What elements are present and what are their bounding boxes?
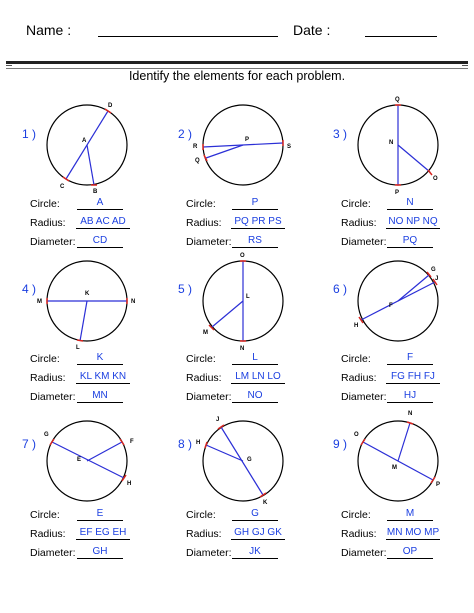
point-label: F xyxy=(389,303,393,309)
diameter-answer[interactable]: MN xyxy=(77,390,123,403)
point-label: P xyxy=(395,190,400,196)
circle-label: Circle: xyxy=(30,198,60,210)
point-label: O xyxy=(433,176,438,182)
radius-label: Radius: xyxy=(341,372,377,384)
header-divider xyxy=(6,61,468,64)
circle-diagram xyxy=(40,98,140,198)
circle-answer[interactable]: F xyxy=(387,352,433,365)
diameter-answer[interactable]: NO xyxy=(232,390,278,403)
circle-label: Circle: xyxy=(30,353,60,365)
name-field[interactable] xyxy=(98,36,278,37)
radius-label: Radius: xyxy=(341,528,377,540)
problem-number: 3 ) xyxy=(333,127,348,141)
point-label: E xyxy=(77,457,82,463)
point-label: F xyxy=(130,439,134,445)
diameter-answer[interactable]: OP xyxy=(387,546,433,559)
diameter-label: Diameter: xyxy=(186,236,232,248)
diameter-label: Diameter: xyxy=(30,391,76,403)
problem-number: 5 ) xyxy=(178,282,193,296)
date-label: Date : xyxy=(293,22,331,38)
diameter-label: Diameter: xyxy=(341,391,387,403)
left-tick xyxy=(6,65,12,66)
point-label: N xyxy=(408,411,413,417)
radius-answer[interactable]: MN MO MP xyxy=(386,527,440,538)
radius-answer[interactable]: GH GJ GK xyxy=(231,527,285,540)
date-field[interactable] xyxy=(365,36,437,37)
radius-label: Radius: xyxy=(186,372,222,384)
circle-diagram xyxy=(193,98,296,198)
radius-label: Radius: xyxy=(186,528,222,540)
diameter-label: Diameter: xyxy=(30,547,76,559)
point-label: Q xyxy=(395,97,400,103)
instructions: Identify the elements for each problem. xyxy=(128,69,346,83)
point-label: H xyxy=(354,323,359,329)
radius-answer[interactable]: LM LN LO xyxy=(231,371,285,384)
circle-answer[interactable]: K xyxy=(77,352,123,365)
circle-answer[interactable]: N xyxy=(387,197,433,210)
diameter-label: Diameter: xyxy=(30,236,76,248)
circle-diagram xyxy=(196,254,296,354)
circle-label: Circle: xyxy=(186,353,216,365)
radius-label: Radius: xyxy=(30,528,66,540)
point-label: M xyxy=(37,299,42,305)
point-label: M xyxy=(392,465,397,471)
radius-label: Radius: xyxy=(186,217,222,229)
circle-answer[interactable]: E xyxy=(77,508,123,521)
circle-diagram xyxy=(37,254,140,354)
diameter-answer[interactable]: HJ xyxy=(387,390,433,403)
circle-answer[interactable]: P xyxy=(232,197,278,210)
circle-label: Circle: xyxy=(341,509,371,521)
circle-label: Circle: xyxy=(30,509,60,521)
circle-label: Circle: xyxy=(186,198,216,210)
diameter-answer[interactable]: CD xyxy=(77,235,123,248)
diameter-answer[interactable]: PQ xyxy=(387,235,433,248)
radius-answer[interactable]: AB AC AD xyxy=(76,216,130,229)
circle-answer[interactable]: G xyxy=(232,508,278,521)
point-label: K xyxy=(85,291,90,297)
right-tick xyxy=(462,65,468,66)
point-label: L xyxy=(76,345,80,351)
point-label: S xyxy=(287,144,292,150)
circle-diagram xyxy=(196,414,296,514)
problem-number: 1 ) xyxy=(22,127,37,141)
circle-label: Circle: xyxy=(341,198,371,210)
problem-number: 2 ) xyxy=(178,127,193,141)
point-label: O xyxy=(354,432,359,438)
circle-answer[interactable]: A xyxy=(77,197,123,210)
diameter-answer[interactable]: RS xyxy=(232,235,278,248)
circle-diagram xyxy=(351,98,451,198)
point-label: P xyxy=(436,482,441,488)
point-label: J xyxy=(435,276,439,282)
circle-answer[interactable]: L xyxy=(232,352,278,365)
point-label: J xyxy=(216,417,220,423)
point-label: H xyxy=(196,440,201,446)
circle-label: Circle: xyxy=(186,509,216,521)
circle-diagram xyxy=(351,411,451,514)
point-label: G xyxy=(247,457,252,463)
problem-number: 7 ) xyxy=(22,437,37,451)
problem-number: 6 ) xyxy=(333,282,348,296)
radius-label: Radius: xyxy=(341,217,377,229)
problem-number: 8 ) xyxy=(178,437,193,451)
diameter-label: Diameter: xyxy=(341,236,387,248)
point-label: D xyxy=(108,103,113,109)
diameter-label: Diameter: xyxy=(341,547,387,559)
point-label: N xyxy=(240,346,245,352)
point-label: N xyxy=(389,140,394,146)
point-label: Q xyxy=(195,158,200,164)
point-label: R xyxy=(193,144,198,150)
diameter-answer[interactable]: JK xyxy=(232,546,278,559)
point-label: A xyxy=(82,138,87,144)
name-label: Name : xyxy=(26,22,72,38)
point-label: L xyxy=(246,294,250,300)
diameter-label: Diameter: xyxy=(186,391,232,403)
point-label: G xyxy=(44,432,49,438)
point-label: C xyxy=(60,184,65,190)
problem-number: 4 ) xyxy=(22,282,37,296)
circle-diagram xyxy=(351,254,451,354)
radius-answer[interactable]: FG FH FJ xyxy=(386,371,440,384)
diameter-answer[interactable]: GH xyxy=(77,546,123,559)
point-label: G xyxy=(431,267,436,273)
radius-answer[interactable]: KL KM KN xyxy=(76,371,130,384)
circle-label: Circle: xyxy=(341,353,371,365)
point-label: K xyxy=(263,500,268,506)
point-label: H xyxy=(127,481,132,487)
circle-diagram xyxy=(40,414,140,514)
point-label: M xyxy=(203,330,208,336)
radius-answer[interactable]: NO NP NQ xyxy=(386,216,440,229)
point-label: P xyxy=(245,137,250,143)
radius-label: Radius: xyxy=(30,372,66,384)
problem-number: 9 ) xyxy=(333,437,348,451)
point-label: B xyxy=(93,189,98,195)
point-label: N xyxy=(131,299,136,305)
radius-label: Radius: xyxy=(30,217,66,229)
circle-answer[interactable]: M xyxy=(387,508,433,521)
radius-answer[interactable]: PQ PR PS xyxy=(231,216,285,229)
radius-answer[interactable]: EF EG EH xyxy=(76,527,130,540)
diameter-label: Diameter: xyxy=(186,547,232,559)
point-label: O xyxy=(240,253,245,259)
